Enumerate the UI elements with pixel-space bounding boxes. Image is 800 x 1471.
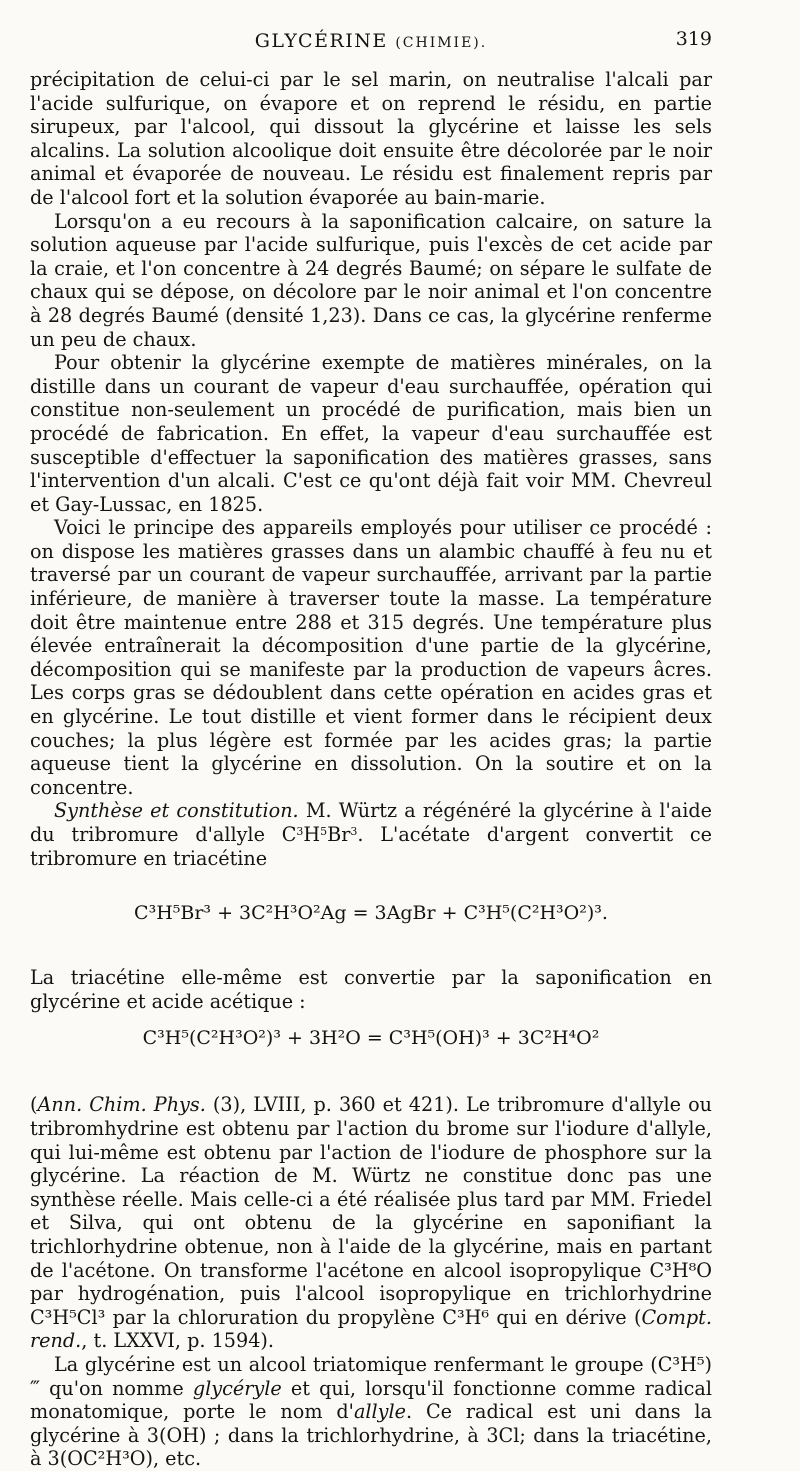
running-title bbox=[30, 30, 712, 52]
paragraph-5-text-c: Br bbox=[327, 823, 351, 846]
journal-ref-compt-rend: Compt. rend. bbox=[30, 1305, 712, 1353]
page-header bbox=[30, 26, 712, 68]
paragraph-5-text-d: . L'acétate d'argent convertit ce tribromure en triacétine bbox=[30, 823, 713, 870]
paragraph-3: Pour obtenir la glycérine exempte de matières minérales, on la distille dans un courant de vapeur d'eau surchauffée, opération qui constitue non-seulement un procédé de purification, mais bien un procédé de fabrication. En effet, la vapeur d'eau surchauffée est susceptible d'effectuer la saponification des matières grasses, sans l'intervention d'un alcali. C'est ce qu'ont déjà fait voir MM. Chevreul et Gay-Lussac, en 1825. bbox=[30, 351, 712, 516]
paragraph-5-text-a: M. Würtz a régénéré la glycérine à l'aide du tribromure d'allyle C bbox=[30, 799, 712, 846]
paragraph-8-text-a: La glycérine est un alcool triatomique renfermant le groupe (C³H⁵)‴ qu'on nomme bbox=[30, 1352, 712, 1400]
paragraph-8-text-c: . Ce radical est uni dans la glycérine à 3(OH) ; dans la trichlorhydrine, à 3Cl; dans la triacétine, à 3(OC²H³O), etc. bbox=[30, 1400, 712, 1471]
paragraph-7-text: (3), LVIII, p. 360 et 421). Le tribromure d'allyle ou tribromhydrine est obtenu par l'action du brome sur l'iodure d'allyle, qui lui-même est obtenu par l'action de l'iodure de phosphore sur la glycérine. La réaction de M. Würtz ne constitue donc pas une synthèse réelle. Mais celle-ci a été réalisée plus tard par MM. Friedel et Silva, qui ont obtenu de la glycérine en saponifiant la trichlorhydrine obtenue, non à l'aide de la glycérine, mais en partant de l'acétone. On transforme l'acétone en alcool isopropylique C³H⁸O par hydrogénation, puis l'alcool isopropylique en trichlorhydrine C³H⁵Cl³ par la chloruration du propylène C³H⁶ qui en dérive ( bbox=[30, 1093, 712, 1329]
paragraph-6: La triacétine elle-même est convertie par la saponification en glycérine et acide acétique : bbox=[30, 966, 712, 1013]
page-number: 319 bbox=[675, 28, 712, 50]
section-heading-synthese: Synthèse et constitution. bbox=[54, 799, 299, 823]
paragraph-8 bbox=[30, 1353, 712, 1471]
p5-sup-1: 3 bbox=[296, 825, 304, 838]
paragraph-5 bbox=[30, 799, 712, 870]
term-allyle: allyle bbox=[353, 1400, 406, 1424]
formula-1: C³H⁵Br³ + 3C²H³O²Ag = 3AgBr + C³H⁵(C²H³O²)³. bbox=[134, 902, 608, 925]
paragraph-7-tail: , t. LXXVI, p. 1594). bbox=[81, 1329, 274, 1353]
paragraph-8-text-b: et qui, lorsqu'il fonctionne comme radical monatomique, porte le nom d' bbox=[30, 1376, 712, 1424]
formula-2: C³H⁵(C²H³O²)³ + 3H²O = C³H⁵(OH)³ + 3C²H⁴O² bbox=[142, 1027, 600, 1050]
paragraph-2: Lorsqu'on a eu recours à la saponification calcaire, on sature la solution aqueuse par l'acide sulfurique, puis l'excès de cet acide par la craie, et l'on concentre à 24 degrés Baumé; on sépare le sulfate de chaux qui se dépose, on décolore par le noir animal et l'on concentre à 28 degrés Baumé (densité 1,23). Dans ce cas, la glycérine renferme un peu de chaux. bbox=[30, 209, 712, 351]
running-title-sub: (CHIMIE). bbox=[395, 35, 488, 51]
paragraph-4: Voici le principe des appareils employés pour utiliser ce procédé : on dispose les matières grasses dans un alambic chauffé à feu nu et traversé par un courant de vapeur surchauffée, arrivant par la partie inférieure, de manière à traverser toute la masse. La température doit être maintenue entre 288 et 315 degrés. Une température plus élevée entraînerait la décomposition d'une partie de la glycérine, décomposition qui se manifeste par la production de vapeurs âcres. Les corps gras se dédoublent dans cette opération en acides gras et en glycérine. Le tout distille et vient former dans le récipient deux couches; la plus légère est formée par les acides gras; la partie aqueuse tient la glycérine en dissolution. On la soutire et on la concentre. bbox=[30, 516, 712, 799]
p5-sup-3: 3 bbox=[350, 825, 358, 838]
term-glyceryle: glycéryle bbox=[192, 1376, 282, 1400]
paragraph-1: précipitation de celui-ci par le sel marin, on neutralise l'alcali par l'acide sulfurique, on évapore et on reprend le résidu, en partie sirupeux, par l'alcool, qui dissout la glycérine et laisse les sels alcalins. La solution alcoolique doit ensuite être décolorée par le noir animal et évaporée de nouveau. Le résidu est finalement repris par de l'alcool fort et la solution évaporée au bain-marie. bbox=[30, 68, 712, 209]
paragraph-7: (Ann. Chim. Phys. (3), LVIII, p. 360 et 421). Le tribromure d'allyle ou tribromhydrine est obtenu par l'action du brome sur l'iodure d'allyle, qui lui-même est obtenu par l'action de l'iodure de phosphore sur la glycérine. La réaction de M. Würtz ne constitue donc pas une synthèse réelle. Mais celle-ci a été réalisée plus tard par MM. Friedel et Silva, qui ont obtenu de la glycérine en saponifiant la trichlorhydrine obtenue, non à l'aide de la glycérine, mais en partant de l'acétone. On transforme l'acétone en alcool isopropylique C³H⁸O par hydrogénation, puis l'alcool isopropylique en trichlorhydrine C³H⁵Cl³ par la chloruration du propylène C³H⁶ qui en dérive (Compt. rend., t. LXXVI, p. 1594). bbox=[30, 1093, 712, 1353]
p5-sup-2: 5 bbox=[320, 825, 328, 838]
paragraph-5-text-b: H bbox=[303, 823, 321, 846]
running-title-main: GLYCÉRINE bbox=[254, 30, 388, 52]
journal-ref-ann-chim: Ann. Chim. Phys. bbox=[37, 1093, 206, 1117]
document-page bbox=[30, 26, 712, 1471]
